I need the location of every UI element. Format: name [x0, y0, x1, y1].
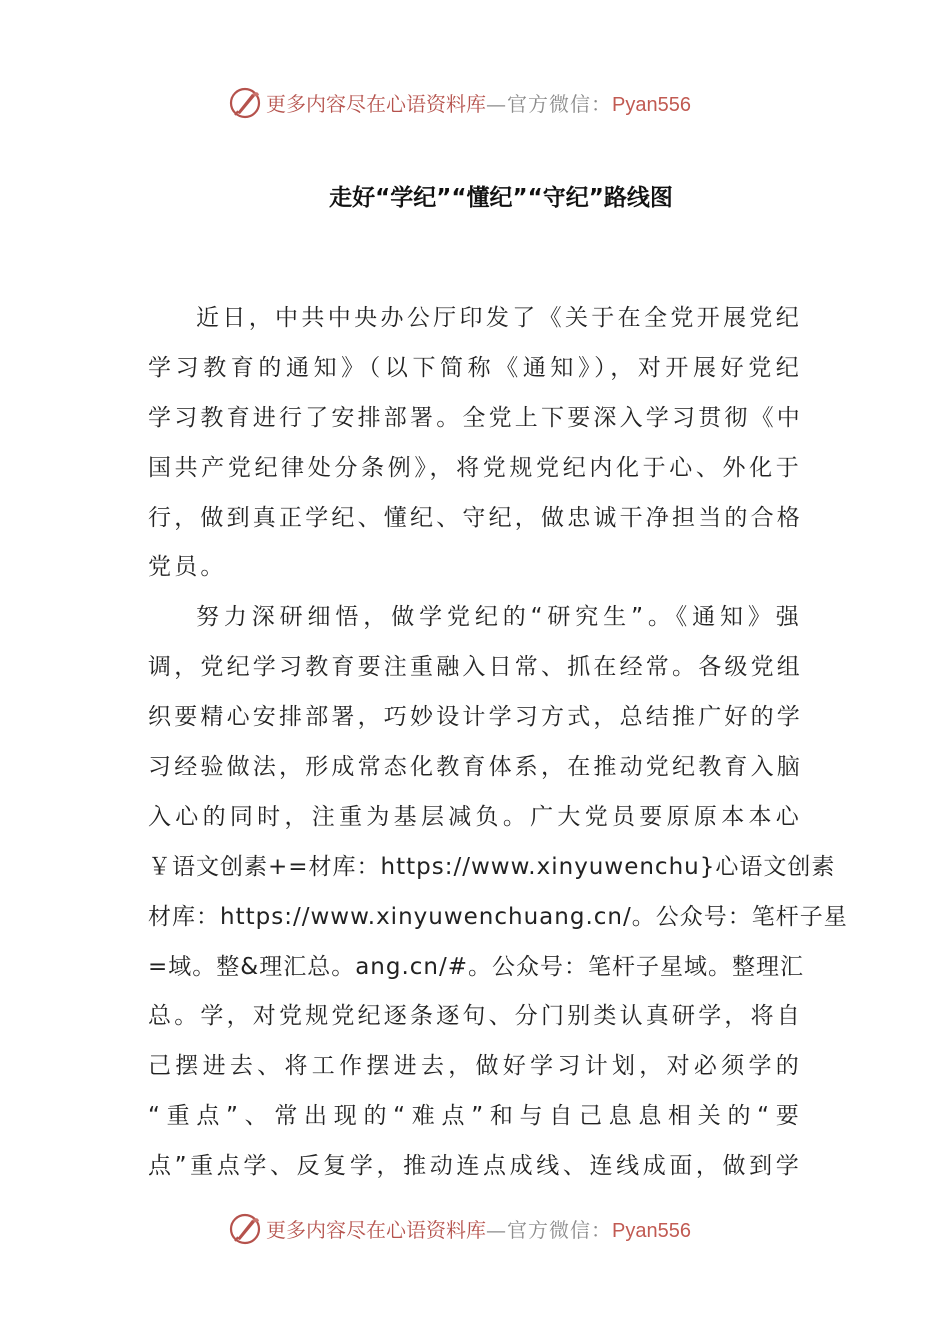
body-line: 织要精心安排部署，巧妙设计学习方式，总结推广好的学: [148, 704, 803, 731]
banner-brand: 更多内容尽在心语资料库: [266, 1218, 486, 1242]
banner-official-label: —官方微信：: [486, 1218, 612, 1242]
banner-text: [266, 1216, 691, 1245]
footer-banner: [0, 1210, 950, 1250]
banner-text: [266, 90, 691, 119]
quill-pen-icon: [228, 86, 262, 120]
body-line: “重点”、常出现的“难点”和与自己息息相关的“要: [148, 1103, 802, 1130]
body-line: 学习教育的通知》（以下简称《通知》），对开展好党纪: [148, 354, 802, 381]
header-banner: [0, 84, 950, 124]
body-line: 行，做到真正学纪、懂纪、守纪，做忠诚干净担当的合格: [148, 504, 803, 531]
body-line: =域。整&理汇总。ang.cn/#。公众号：笔杆子星域。整理汇: [148, 953, 805, 980]
body-line: 材库：https://www.xinyuwenchuang.cn/。公众号：笔杆子星: [148, 903, 848, 930]
body-line: 总。学，对党规党纪逐条逐句、分门别类认真研学，将自: [148, 1003, 803, 1030]
document-body: [148, 294, 848, 1192]
body-line: 近日，中共中央办公厅印发了《关于在全党开展党纪: [196, 305, 802, 331]
banner-brand: 更多内容尽在心语资料库: [266, 92, 486, 116]
banner-wechat-id: Pyan556: [612, 94, 691, 116]
body-line: 学习教育进行了安排部署。全党上下要深入学习贯彻《中: [148, 404, 803, 431]
quill-pen-icon: [228, 1212, 262, 1246]
body-line: ￥语文创素+=材库：https://www.xinyuwenchu}心语文创素: [148, 853, 836, 880]
body-line: 己摆进去、将工作摆进去，做好学习计划，对必须学的: [148, 1053, 802, 1080]
body-line: 入心的同时，注重为基层减负。广大党员要原原本本心: [148, 803, 802, 830]
body-line: 习经验做法，形成常态化教育体系，在推动党纪教育入脑: [148, 754, 803, 781]
body-line: 党员。: [148, 554, 227, 581]
banner-official-label: —官方微信：: [486, 92, 612, 116]
body-line: 调，党纪学习教育要注重融入日常、抓在经常。各级党组: [148, 654, 803, 681]
body-line: 国共产党纪律处分条例》，将党规党纪内化于心、外化于: [148, 454, 802, 481]
document-title: 走好“学纪”“懂纪”“守纪”路线图: [329, 185, 673, 211]
body-line: 点”重点学、反复学，推动连点成线、连线成面，做到学: [148, 1153, 802, 1180]
body-line: 努力深研细悟，做学党纪的“研究生”。《通知》强: [196, 604, 802, 631]
banner-wechat-id: Pyan556: [612, 1220, 691, 1242]
